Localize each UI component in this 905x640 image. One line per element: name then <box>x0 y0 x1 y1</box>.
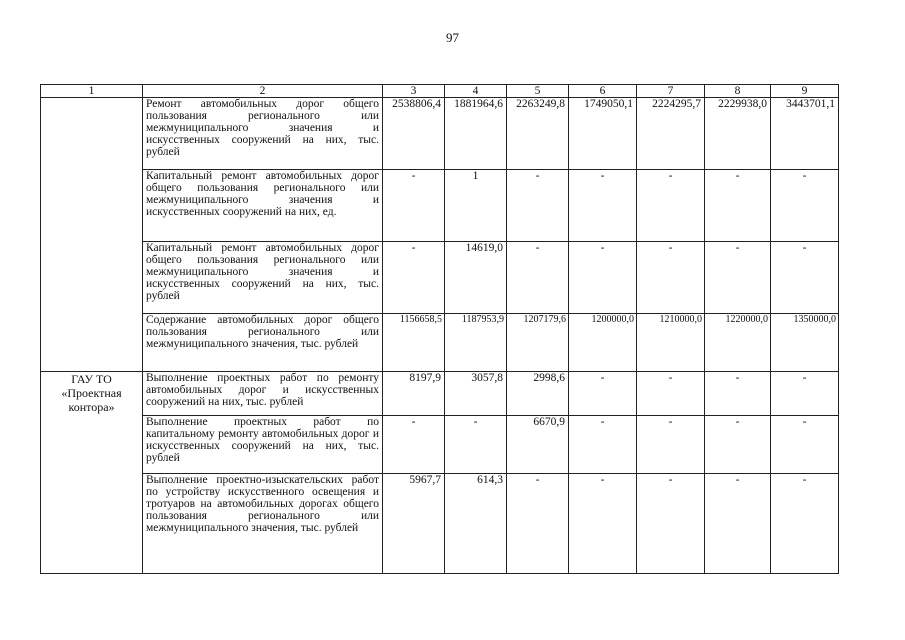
value-cell: - <box>637 416 705 474</box>
value-cell: 2263249,8 <box>507 98 569 170</box>
header-cell-1: 1 <box>41 85 143 98</box>
row-description: Выполнение проектно-изыскательских работ по устройству искусственного освещения и тротуаров на автомобильных дорогах общего пользования регионального или межмуниципального значения, тыс. рублей <box>143 474 383 574</box>
value-cell: 2224295,7 <box>637 98 705 170</box>
header-cell-6: 6 <box>569 85 637 98</box>
table-row <box>41 372 839 416</box>
row-description: Капитальный ремонт автомобильных дорог общего пользования регионального или межмуниципального значения и искусственных сооружений на них, тыс. рублей <box>143 242 383 314</box>
header-cell-3: 3 <box>383 85 445 98</box>
header-cell-8: 8 <box>705 85 771 98</box>
value-cell: 14619,0 <box>445 242 507 314</box>
org-cell: ГАУ ТО «Проектная контора» <box>41 372 143 574</box>
value-cell: - <box>383 242 445 314</box>
org-cell-empty <box>41 98 143 372</box>
value-cell: 1187953,9 <box>445 314 507 372</box>
value-cell: - <box>637 242 705 314</box>
row-description: Капитальный ремонт автомобильных дорог общего пользования регионального или межмуниципального значения и искусственных сооружений на них, ед. <box>143 170 383 242</box>
value-cell: - <box>507 474 569 574</box>
value-cell: 614,3 <box>445 474 507 574</box>
value-cell: - <box>705 170 771 242</box>
value-cell: 3057,8 <box>445 372 507 416</box>
table-row <box>41 314 839 372</box>
value-cell: 2229938,0 <box>705 98 771 170</box>
row-description: Содержание автомобильных дорог общего пользования регионального или межмуниципального значения, тыс. рублей <box>143 314 383 372</box>
value-cell: - <box>771 372 839 416</box>
value-cell: 6670,9 <box>507 416 569 474</box>
value-cell: - <box>445 416 507 474</box>
page-number: 97 <box>446 30 459 45</box>
value-cell: - <box>507 242 569 314</box>
value-cell: - <box>569 416 637 474</box>
value-cell: - <box>383 170 445 242</box>
data-table <box>40 84 839 574</box>
value-cell: - <box>771 242 839 314</box>
value-cell: - <box>705 242 771 314</box>
header-cell-2: 2 <box>143 85 383 98</box>
header-cell-5: 5 <box>507 85 569 98</box>
header-row <box>41 85 839 98</box>
value-cell: 5967,7 <box>383 474 445 574</box>
value-cell: - <box>637 474 705 574</box>
value-cell: 1 <box>445 170 507 242</box>
row-description: Выполнение проектных работ по ремонту автомобильных дорог и искусственных сооружений на них, тыс. рублей <box>143 372 383 416</box>
value-cell: 1156658,5 <box>383 314 445 372</box>
value-cell: 8197,9 <box>383 372 445 416</box>
value-cell: - <box>569 474 637 574</box>
value-cell: - <box>637 170 705 242</box>
value-cell: - <box>771 474 839 574</box>
value-cell: - <box>507 170 569 242</box>
value-cell: - <box>705 372 771 416</box>
value-cell: 2998,6 <box>507 372 569 416</box>
value-cell: - <box>569 170 637 242</box>
header-cell-4: 4 <box>445 85 507 98</box>
value-cell: - <box>637 372 705 416</box>
value-cell: 1220000,0 <box>705 314 771 372</box>
header-cell-9: 9 <box>771 85 839 98</box>
value-cell: - <box>771 416 839 474</box>
value-cell: - <box>771 170 839 242</box>
value-cell: - <box>705 416 771 474</box>
table-row <box>41 170 839 242</box>
value-cell: 1200000,0 <box>569 314 637 372</box>
value-cell: 1207179,6 <box>507 314 569 372</box>
table-row <box>41 416 839 474</box>
value-cell: 2538806,4 <box>383 98 445 170</box>
value-cell: 1350000,0 <box>771 314 839 372</box>
table-row <box>41 474 839 574</box>
value-cell: - <box>705 474 771 574</box>
value-cell: 1210000,0 <box>637 314 705 372</box>
value-cell: 1749050,1 <box>569 98 637 170</box>
table-row <box>41 242 839 314</box>
header-cell-7: 7 <box>637 85 705 98</box>
value-cell: - <box>383 416 445 474</box>
value-cell: 3443701,1 <box>771 98 839 170</box>
value-cell: - <box>569 372 637 416</box>
value-cell: 1881964,6 <box>445 98 507 170</box>
value-cell: - <box>569 242 637 314</box>
row-description: Выполнение проектных работ по капитальному ремонту автомобильных дорог и искусственных сооружений на них, тыс. рублей <box>143 416 383 474</box>
row-description: Ремонт автомобильных дорог общего пользования регионального или межмуниципального значения и искусственных сооружений на них, тыс. рублей <box>143 98 383 170</box>
table-row <box>41 98 839 170</box>
